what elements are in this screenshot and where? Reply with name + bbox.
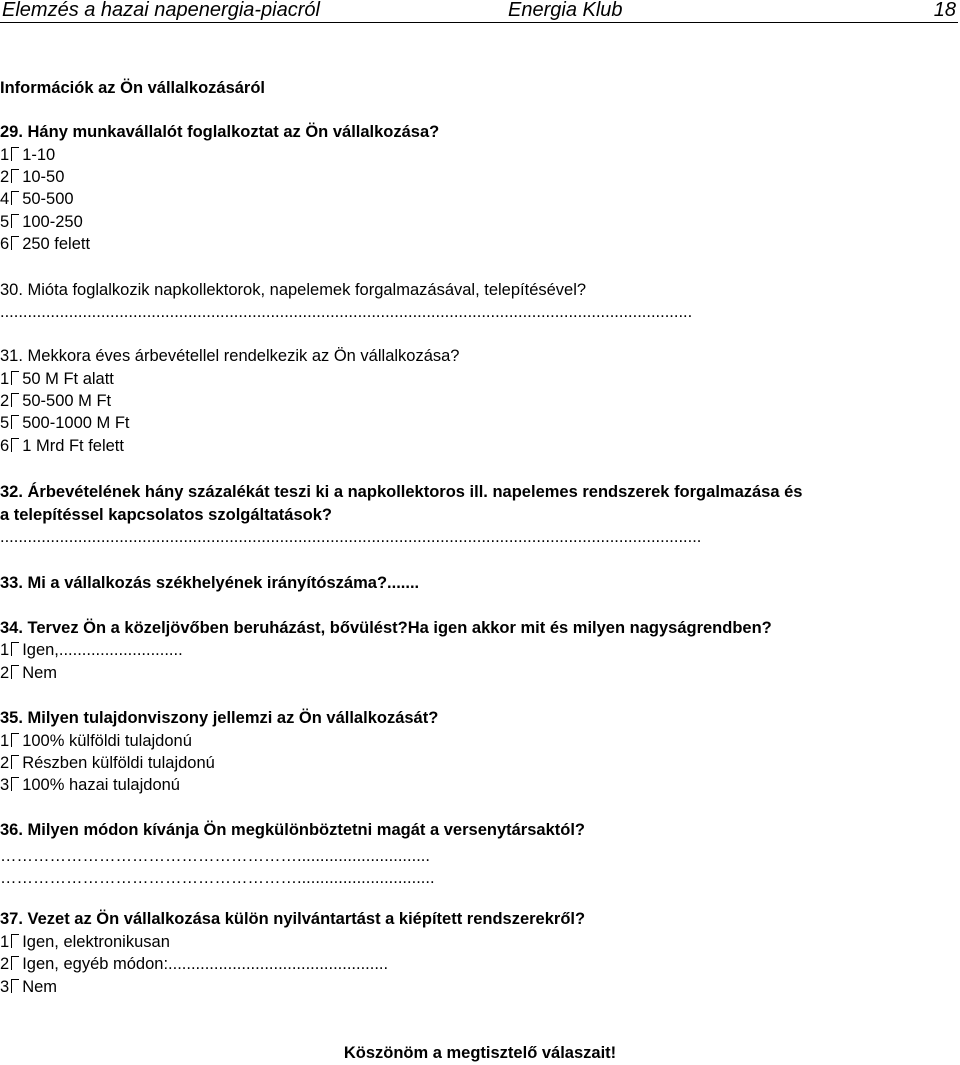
q34-option[interactable]: [0, 640, 183, 660]
checkbox-icon[interactable]: [11, 169, 19, 183]
q29-option[interactable]: [0, 212, 83, 232]
option-label: 1-10: [22, 146, 56, 164]
option-number: 1: [0, 732, 10, 750]
checkbox-icon[interactable]: [11, 777, 19, 791]
q37-option[interactable]: [0, 977, 57, 997]
option-number: 6: [0, 437, 10, 455]
q29-option[interactable]: [0, 145, 55, 165]
answer-field[interactable]: .........................................................................................................................................................: [0, 528, 702, 546]
q37-option[interactable]: [0, 932, 170, 952]
question-36: 36. Milyen módon kívánja Ön megkülönböztetni magát a versenytársaktól?: [0, 821, 585, 839]
option-number: 6: [0, 235, 10, 253]
option-label: Igen, egyéb módon:................................................: [22, 955, 389, 973]
q37-option[interactable]: [0, 954, 388, 974]
option-number: 3: [0, 776, 10, 794]
q29-option[interactable]: [0, 167, 64, 187]
header-organization: Energia Klub: [508, 0, 623, 21]
option-label: Részben külföldi tulajdonú: [22, 754, 215, 772]
q31-option[interactable]: [0, 413, 130, 433]
checkbox-icon[interactable]: [11, 415, 19, 429]
option-label: 100-250: [22, 213, 83, 231]
answer-field[interactable]: .......................................................................................................................................................: [0, 303, 693, 321]
option-number: 2: [0, 168, 10, 186]
option-number: 5: [0, 213, 10, 231]
question-35: 35. Milyen tulajdonviszony jellemzi az Ön vállalkozását?: [0, 709, 439, 727]
option-number: 5: [0, 414, 10, 432]
option-number: 3: [0, 978, 10, 996]
question-37: 37. Vezet az Ön vállalkozása külön nyilvántartást a kiépített rendszerekről?: [0, 910, 586, 928]
option-number: 2: [0, 664, 10, 682]
option-number: 1: [0, 641, 10, 659]
option-number: 1: [0, 933, 10, 951]
answer-field[interactable]: ……………………………………………….............................: [0, 847, 430, 865]
checkbox-icon[interactable]: [11, 438, 19, 452]
q34-option[interactable]: [0, 663, 57, 683]
checkbox-icon[interactable]: [11, 371, 19, 385]
q35-option[interactable]: [0, 731, 192, 751]
checkbox-icon[interactable]: [11, 236, 19, 250]
q35-option[interactable]: [0, 753, 215, 773]
page-header: [0, 0, 958, 23]
option-label: 100% külföldi tulajdonú: [22, 732, 192, 750]
option-number: 4: [0, 190, 10, 208]
question-31: 31. Mekkora éves árbevétellel rendelkezik az Ön vállalkozása?: [0, 347, 460, 365]
checkbox-icon[interactable]: [11, 665, 19, 679]
option-number: 1: [0, 146, 10, 164]
option-label: Igen,...........................: [22, 641, 183, 659]
option-number: 2: [0, 955, 10, 973]
q31-option[interactable]: [0, 391, 111, 411]
checkbox-icon[interactable]: [11, 214, 19, 228]
header-page-number: 18: [933, 0, 956, 21]
checkbox-icon[interactable]: [11, 147, 19, 161]
checkbox-icon[interactable]: [11, 934, 19, 948]
q35-option[interactable]: [0, 775, 180, 795]
checkbox-icon[interactable]: [11, 979, 19, 993]
option-label: Nem: [22, 978, 58, 996]
option-number: 1: [0, 370, 10, 388]
option-label: 250 felett: [22, 235, 91, 253]
checkbox-icon[interactable]: [11, 956, 19, 970]
option-label: Igen, elektronikusan: [22, 933, 170, 951]
question-29: 29. Hány munkavállalót foglalkoztat az Ön vállalkozása?: [0, 123, 440, 141]
option-label: 1 Mrd Ft felett: [22, 437, 124, 455]
option-label: 50-500 M Ft: [22, 392, 112, 410]
question-32-continued: a telepítéssel kapcsolatos szolgáltatások?: [0, 506, 332, 524]
option-label: Nem: [22, 664, 58, 682]
option-number: 2: [0, 392, 10, 410]
option-label: 50-500: [22, 190, 74, 208]
question-30: 30. Mióta foglalkozik napkollektorok, napelemek forgalmazásával, telepítésével?: [0, 281, 587, 299]
q29-option[interactable]: [0, 189, 74, 209]
checkbox-icon[interactable]: [11, 393, 19, 407]
option-label: 10-50: [22, 168, 65, 186]
question-32: 32. Árbevételének hány százalékát teszi ki a napkollektoros ill. napelemes rendszerek forgalmazása és: [0, 483, 803, 501]
option-label: 500-1000 M Ft: [22, 414, 130, 432]
answer-field[interactable]: ………………………………………………..............................: [0, 869, 435, 887]
checkbox-icon[interactable]: [11, 642, 19, 656]
option-label: 50 M Ft alatt: [22, 370, 114, 388]
section-title: Információk az Ön vállalkozásáról: [0, 79, 266, 97]
closing-thanks: Köszönöm a megtisztelő válaszait!: [343, 1044, 617, 1062]
question-34: 34. Tervez Ön a közeljövőben beruházást, bővülést?Ha igen akkor mit és milyen nagyságrendben?: [0, 619, 772, 637]
checkbox-icon[interactable]: [11, 755, 19, 769]
option-number: 2: [0, 754, 10, 772]
checkbox-icon[interactable]: [11, 191, 19, 205]
checkbox-icon[interactable]: [11, 733, 19, 747]
option-label: 100% hazai tulajdonú: [22, 776, 180, 794]
q29-option[interactable]: [0, 234, 90, 254]
q31-option[interactable]: [0, 436, 124, 456]
question-33[interactable]: 33. Mi a vállalkozás székhelyének irányítószáma?.......: [0, 574, 420, 592]
q31-option[interactable]: [0, 369, 114, 389]
header-document-title: Elemzés a hazai napenergia-piacról: [2, 0, 320, 21]
